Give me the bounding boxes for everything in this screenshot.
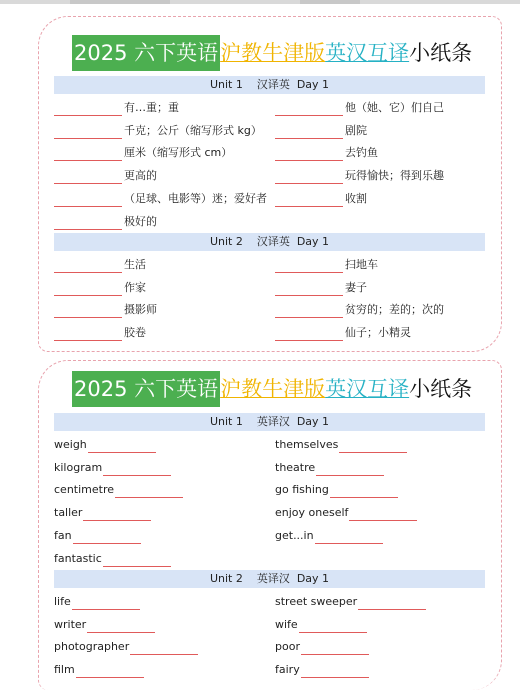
answer-blank[interactable] [275, 150, 343, 161]
section-header: Unit 2 汉译英 Day 1 [54, 233, 485, 251]
title-part3: 英汉互译 [325, 41, 410, 65]
vocab-prompt: get...in [275, 528, 314, 542]
vocab-prompt: fairy [275, 663, 300, 677]
vocab-prompt: photographer [54, 640, 130, 654]
answer-blank[interactable] [275, 285, 343, 296]
answer-blank[interactable] [103, 465, 171, 476]
vocab-item [275, 482, 398, 498]
vocab-item [54, 437, 156, 453]
answer-blank[interactable] [54, 219, 122, 230]
vocab-prompt: wife [275, 617, 298, 631]
vocab-prompt: poor [275, 640, 300, 654]
vocab-item [54, 482, 183, 498]
vocab-prompt: 妻子 [345, 280, 367, 294]
vocab-prompt: 厘米（缩写形式 cm） [124, 146, 233, 160]
vocab-item [54, 460, 171, 476]
answer-blank[interactable] [54, 105, 122, 116]
vocab-prompt: 玩得愉快；得到乐趣 [345, 169, 444, 183]
vocab-prompt: taller [54, 506, 83, 520]
vocab-item [54, 325, 146, 341]
answer-blank[interactable] [316, 465, 384, 476]
vocab-prompt: 仙子；小精灵 [345, 326, 411, 340]
vocab-item [54, 145, 232, 161]
vocab-prompt: kilogram [54, 460, 103, 474]
answer-blank[interactable] [315, 533, 383, 544]
answer-blank[interactable] [358, 599, 426, 610]
answer-blank[interactable] [339, 442, 407, 453]
answer-blank[interactable] [54, 150, 122, 161]
title-part1: 2025 六下英语 [72, 35, 220, 71]
strip-segment [300, 0, 360, 4]
worksheet-card-1 [38, 16, 502, 352]
vocab-item [275, 302, 444, 318]
answer-blank[interactable] [275, 128, 343, 139]
vocab-item [275, 168, 444, 184]
answer-blank[interactable] [54, 307, 122, 318]
answer-blank[interactable] [54, 285, 122, 296]
vocab-prompt: fantastic [54, 551, 102, 565]
vocab-prompt: fan [54, 528, 72, 542]
vocab-item [54, 280, 146, 296]
vocab-prompt: （足球、电影等）迷；爱好者 [124, 191, 267, 205]
answer-blank[interactable] [275, 307, 343, 318]
answer-blank[interactable] [349, 510, 417, 521]
answer-blank[interactable] [299, 622, 367, 633]
vocab-prompt: centimetre [54, 483, 115, 497]
title-part2: 沪教牛津版 [220, 377, 326, 401]
answer-blank[interactable] [76, 667, 144, 678]
answer-blank[interactable] [130, 644, 198, 655]
section-header: Unit 1 汉译英 Day 1 [54, 76, 485, 94]
vocab-prompt: life [54, 595, 71, 608]
title-part3: 英汉互译 [325, 377, 410, 401]
vocab-item [54, 639, 198, 655]
vocab-prompt: 摄影师 [124, 303, 157, 317]
answer-blank[interactable] [72, 599, 140, 610]
answer-blank[interactable] [87, 622, 155, 633]
top-scroll-strip [0, 0, 520, 4]
vocab-prompt: 去钓鱼 [345, 146, 378, 160]
vocab-prompt: 更高的 [124, 169, 157, 183]
vocab-item [275, 280, 367, 296]
vocab-item [275, 505, 417, 521]
vocab-item [275, 594, 426, 610]
title-part4: 小纸条 [409, 377, 473, 401]
vocab-prompt: go fishing [275, 483, 329, 497]
answer-blank[interactable] [275, 196, 343, 207]
section-header: Unit 1 英译汉 Day 1 [54, 413, 485, 431]
vocab-item [54, 191, 267, 207]
answer-blank[interactable] [83, 510, 151, 521]
vocab-item [275, 191, 367, 207]
title-part2: 沪教牛津版 [220, 41, 326, 65]
vocab-item [275, 639, 369, 655]
vocab-item [275, 662, 369, 678]
answer-blank[interactable] [330, 487, 398, 498]
section-header: Unit 2 英译汉 Day 1 [54, 570, 485, 588]
vocab-item [275, 145, 378, 161]
answer-blank[interactable] [54, 262, 122, 273]
vocab-prompt: writer [54, 617, 87, 631]
vocab-item [54, 662, 144, 678]
answer-blank[interactable] [88, 442, 156, 453]
vocab-prompt: 极好的 [124, 214, 157, 228]
vocab-item [54, 168, 157, 184]
vocab-item [54, 551, 171, 567]
vocab-prompt: 剧院 [345, 123, 367, 137]
vocab-prompt: film [54, 663, 75, 677]
vocab-item [275, 325, 411, 341]
vocab-prompt: 收割 [345, 191, 367, 205]
answer-blank[interactable] [54, 128, 122, 139]
vocab-item [54, 100, 179, 116]
vocab-prompt: 有…重；重 [124, 101, 179, 114]
vocab-prompt: street sweeper [275, 595, 358, 608]
answer-blank[interactable] [103, 556, 171, 567]
vocab-item [54, 528, 141, 544]
vocab-item [275, 123, 367, 139]
vocab-item [275, 257, 378, 273]
answer-blank[interactable] [301, 667, 369, 678]
vocab-item [275, 100, 444, 116]
answer-blank[interactable] [301, 644, 369, 655]
vocab-item [54, 302, 157, 318]
answer-blank[interactable] [275, 262, 343, 273]
vocab-item [54, 617, 155, 633]
answer-blank[interactable] [275, 330, 343, 341]
vocab-prompt: enjoy oneself [275, 506, 349, 520]
vocab-prompt: weigh [54, 438, 87, 451]
vocab-prompt: 扫地车 [345, 258, 378, 271]
strip-segment [70, 0, 170, 4]
vocab-item [275, 460, 384, 476]
vocab-item [275, 617, 367, 633]
vocab-item [54, 594, 140, 610]
vocab-prompt: 千克；公斤（缩写形式 kg） [124, 123, 262, 137]
answer-blank[interactable] [54, 173, 122, 184]
vocab-prompt: 胶卷 [124, 326, 146, 340]
answer-blank[interactable] [275, 105, 343, 116]
answer-blank[interactable] [54, 330, 122, 341]
vocab-prompt: themselves [275, 438, 339, 451]
vocab-prompt: 贫穷的；差的；次的 [345, 303, 444, 317]
title-part1: 2025 六下英语 [72, 371, 220, 407]
answer-blank[interactable] [54, 196, 122, 207]
answer-blank[interactable] [115, 487, 183, 498]
vocab-item [54, 123, 262, 139]
answer-blank[interactable] [73, 533, 141, 544]
vocab-prompt: theatre [275, 460, 316, 474]
vocab-item [54, 257, 146, 273]
vocab-prompt: 生活 [124, 258, 146, 271]
vocab-item [54, 505, 151, 521]
worksheet-card-2 [38, 360, 502, 690]
vocab-prompt: 他（她、它）们自己 [345, 101, 444, 114]
vocab-item [275, 528, 383, 544]
answer-blank[interactable] [275, 173, 343, 184]
worksheet-title [72, 35, 472, 71]
worksheet-title [72, 371, 472, 407]
title-part4: 小纸条 [409, 41, 473, 65]
vocab-item [275, 437, 407, 453]
vocab-prompt: 作家 [124, 280, 146, 294]
vocab-item [54, 214, 157, 230]
